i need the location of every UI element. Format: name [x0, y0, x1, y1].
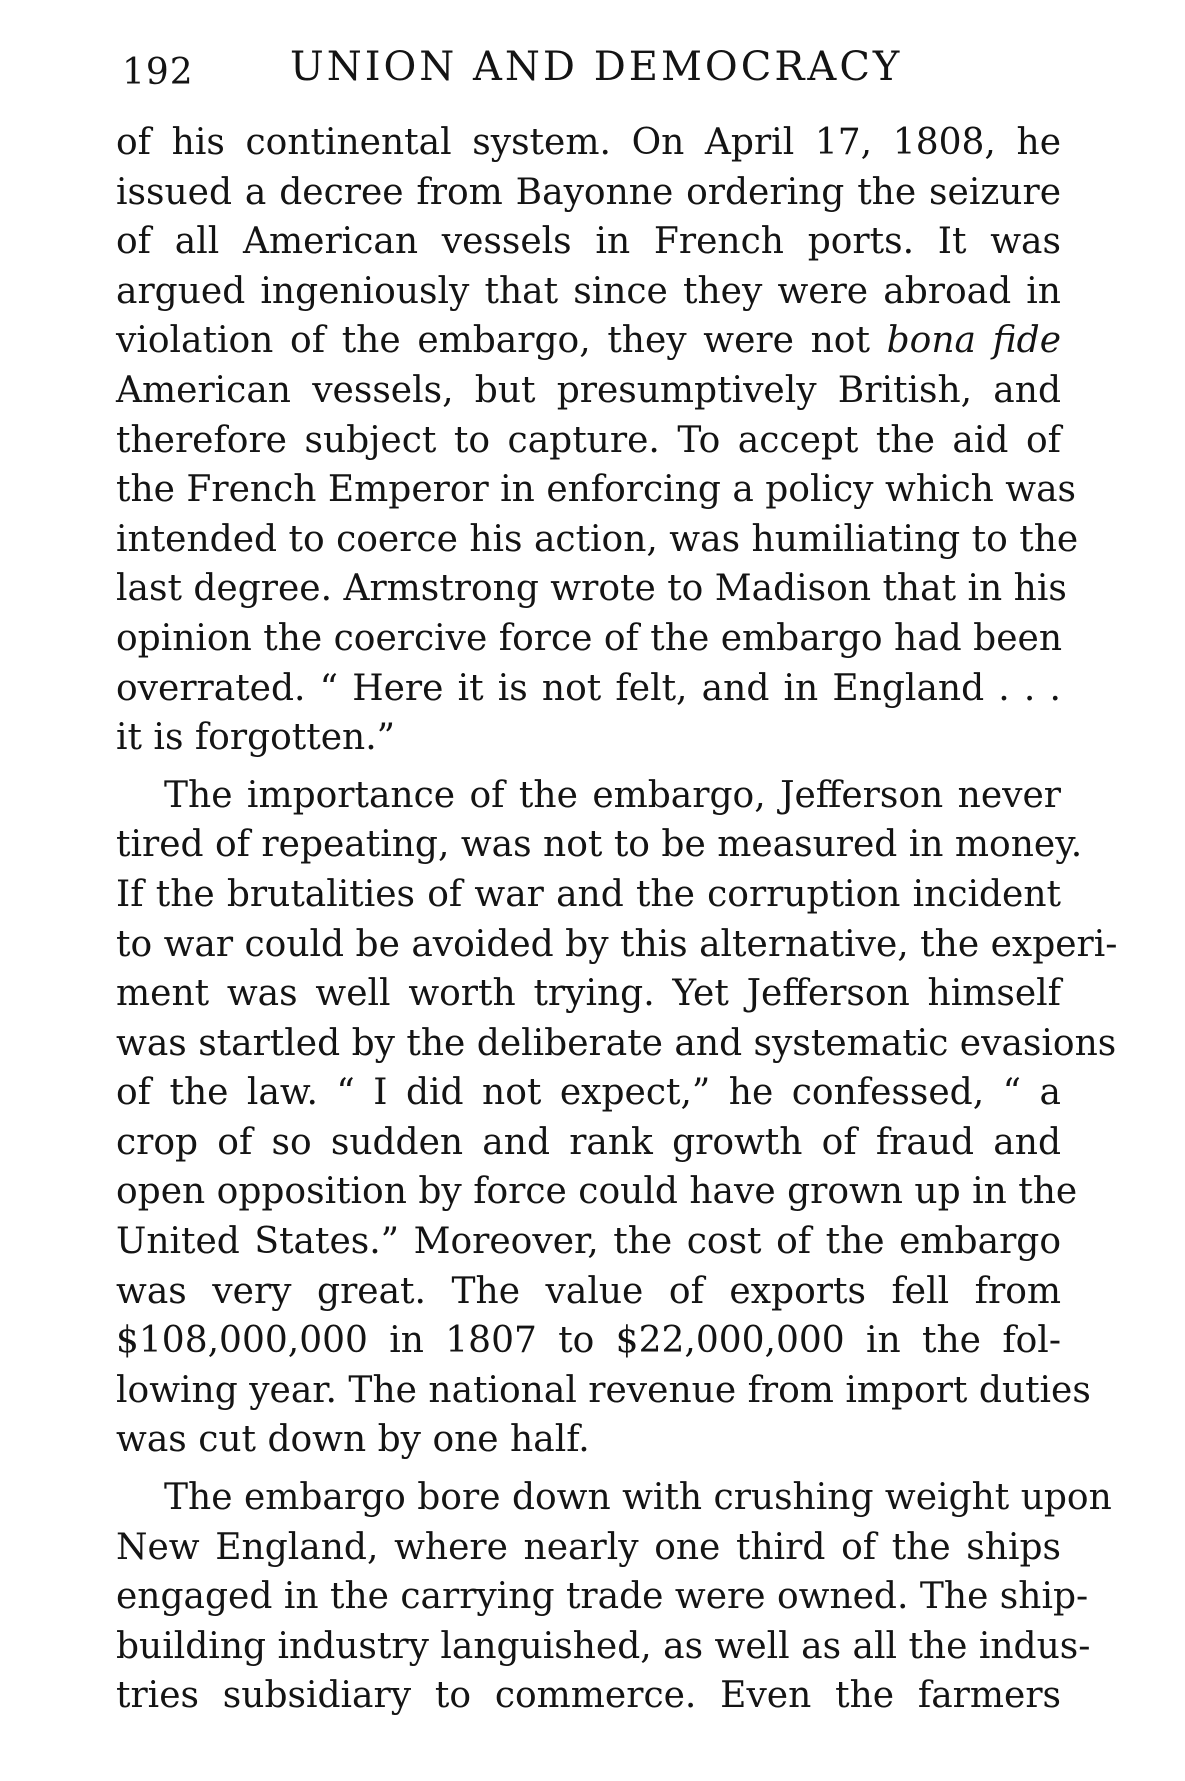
text-line: was very great. The value of exports fell from: [116, 1270, 1061, 1312]
text-line: tries subsidiary to commerce. Even the farmers: [116, 1675, 1061, 1717]
text-line: was startled by the deliberate and systematic evasions: [116, 1022, 1117, 1064]
text-line: issued a decree from Bayonne ordering the seizure: [116, 171, 1061, 213]
text-line: The importance of the embargo, Jefferson never: [164, 774, 1061, 816]
paragraph: [116, 118, 1079, 763]
page-number: 192: [122, 52, 194, 93]
text-line: American vessels, but presumptively British, and: [116, 369, 1061, 411]
text-line: overrated. “ Here it is not felt, and in England . . .: [116, 667, 1061, 709]
text-line: lowing year. The national revenue from import duties: [116, 1369, 1091, 1411]
text-line: intended to coerce his action, was humiliating to the: [116, 518, 1079, 560]
text-line: building industry languished, as well as all the indus-: [116, 1625, 1091, 1667]
text-line: it is forgotten.”: [116, 717, 396, 759]
text-line: engaged in the carrying trade were owned. The ship-: [116, 1576, 1089, 1618]
paragraph-gap: [116, 763, 1061, 771]
page-header: [122, 44, 1062, 104]
text-line: opinion the coercive force of the embargo had been: [116, 617, 1063, 659]
text-line: argued ingeniously that since they were abroad in: [116, 270, 1061, 312]
text-line: United States.” Moreover, the cost of the embargo: [116, 1221, 1061, 1263]
paragraph: [116, 771, 1118, 1465]
text-line: to war could be avoided by this alternative, the experi-: [116, 923, 1118, 965]
text-line: of his continental system. On April 17, 1808, he: [116, 122, 1061, 163]
running-head: UNION AND DEMOCRACY: [290, 44, 903, 90]
text-line: the French Emperor in enforcing a policy which was: [116, 469, 1077, 511]
text-line: tired of repeating, was not to be measured in money.: [116, 824, 1083, 866]
text-line: was cut down by one half.: [116, 1419, 590, 1461]
text-line: New England, where nearly one third of the ships: [116, 1526, 1061, 1568]
text-line: last degree. Armstrong wrote to Madison that in his: [116, 568, 1067, 610]
text-line: The embargo bore down with crushing weight upon: [164, 1477, 1112, 1519]
text-line: of the law. “ I did not expect,” he confessed, “ a: [116, 1072, 1061, 1114]
body-text: [116, 118, 1118, 1721]
italic-phrase: bona fide: [886, 320, 1061, 362]
text-line: crop of so sudden and rank growth of fraud and: [116, 1121, 1061, 1163]
text-line: $108,000,000 in 1807 to $22,000,000 in the fol-: [116, 1320, 1061, 1362]
paragraph: [116, 1473, 1112, 1721]
text-line: ment was well worth trying. Yet Jefferson himself: [116, 973, 1061, 1015]
text-line: violation of the embargo, they were not bona fide: [116, 320, 1061, 362]
text-line: of all American vessels in French ports. It was: [116, 221, 1061, 263]
text-line: open opposition by force could have grown up in the: [116, 1171, 1078, 1213]
paragraph-gap: [116, 1465, 1061, 1473]
text-line: therefore subject to capture. To accept the aid of: [116, 419, 1061, 461]
text-line: If the brutalities of war and the corruption incident: [116, 873, 1061, 915]
